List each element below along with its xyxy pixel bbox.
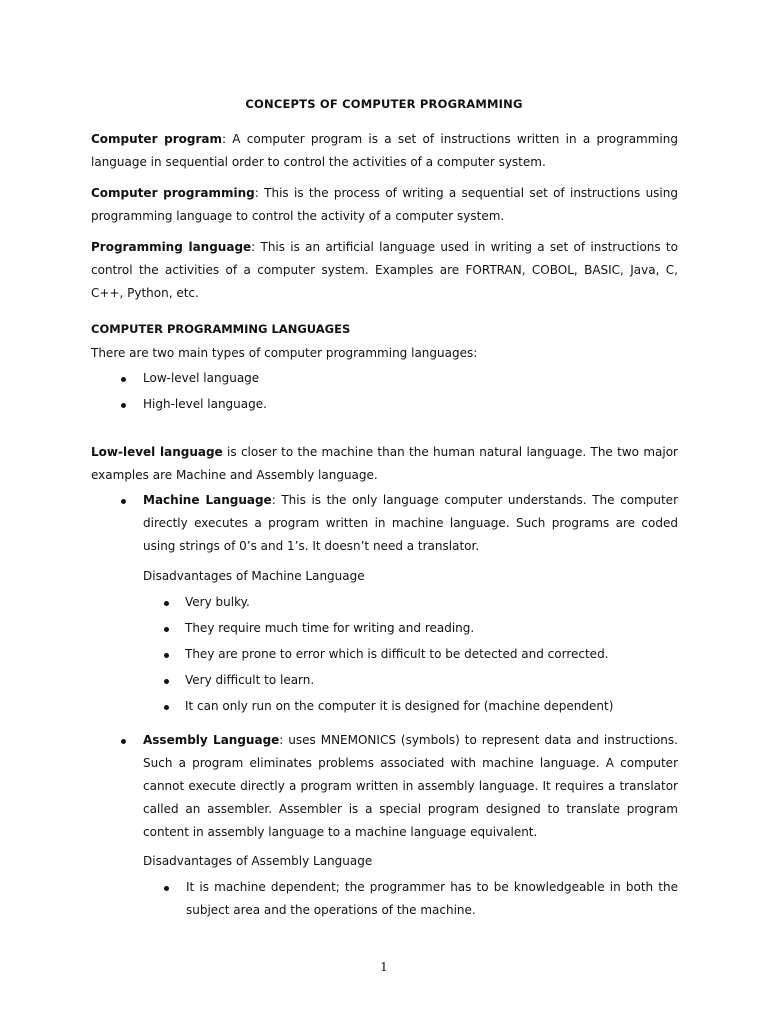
bullet-icon [121,499,126,504]
bullet-icon [121,403,126,408]
section-intro: There are two main types of computer programming languages: [91,346,478,360]
assembly-disadvantages-label: Disadvantages of Assembly Language [143,854,373,868]
assembly-language-item [143,729,678,844]
bullet-icon [164,601,169,606]
machine-disadvantages-label: Disadvantages of Machine Language [143,569,365,583]
definition-term: Computer program [91,132,222,146]
section-heading: COMPUTER PROGRAMMING LANGUAGES [91,322,351,336]
bullet-icon [164,679,169,684]
term-text: is closer to the machine than the human natural language. The two major examples are Machine and Assembly language. [91,445,678,482]
bullet-icon [164,653,169,658]
list-item: High-level language. [143,397,267,411]
bullet-icon [121,377,126,382]
bullet-icon [164,627,169,632]
term-text: : This is the only language computer understands. The computer directly executes a program written in machine language. Such programs are coded using strings of 0’s and 1’s. It doesn’t need a translator. [143,493,678,553]
list-item: Very difficult to learn. [185,673,315,687]
term-text: : uses MNEMONICS (symbols) to represent data and instructions. Such a program eliminates problems associated with machine language. A computer cannot execute directly a program written in assembly language. It requires a translator called an assembler. Assembler is a special program designed to translate program content in assembly language to a machine language equivalent. [143,733,678,839]
definition-term: Computer programming [91,186,255,200]
list-item: Low-level language [143,371,260,385]
bullet-icon [164,886,169,891]
definition-computer-program [91,128,678,174]
term: Assembly Language [143,733,280,747]
list-item: They require much time for writing and reading. [185,621,475,635]
definition-text: : This is the process of writing a sequential set of instructions using programming language to control the activity of a computer system. [91,186,678,223]
page-number: 1 [380,960,388,974]
term: Machine Language [143,493,272,507]
bullet-icon [164,705,169,710]
page-title: CONCEPTS OF COMPUTER PROGRAMMING [245,97,523,111]
definition-term: Programming language [91,240,252,254]
list-item: It can only run on the computer it is designed for (machine dependent) [185,699,614,713]
term: Low-level language [91,445,223,459]
machine-language-item [143,489,678,558]
definition-programming-language [91,236,678,305]
definition-computer-programming [91,182,678,228]
list-item: They are prone to error which is difficult to be detected and corrected. [185,647,609,661]
list-item: It is machine dependent; the programmer has to be knowledgeable in both the subject area and the operations of the machine. [186,880,678,917]
list-item: Very bulky. [185,595,250,609]
bullet-icon [121,739,126,744]
definition-text: : This is an artificial language used in writing a set of instructions to control the activities of a computer system. Examples are FORTRAN, COBOL, BASIC, Java, C, C++, Python, etc. [91,240,678,300]
low-level-paragraph [91,441,678,487]
definition-text: : A computer program is a set of instructions written in a programming language in sequential order to control the activities of a computer system. [91,132,678,169]
